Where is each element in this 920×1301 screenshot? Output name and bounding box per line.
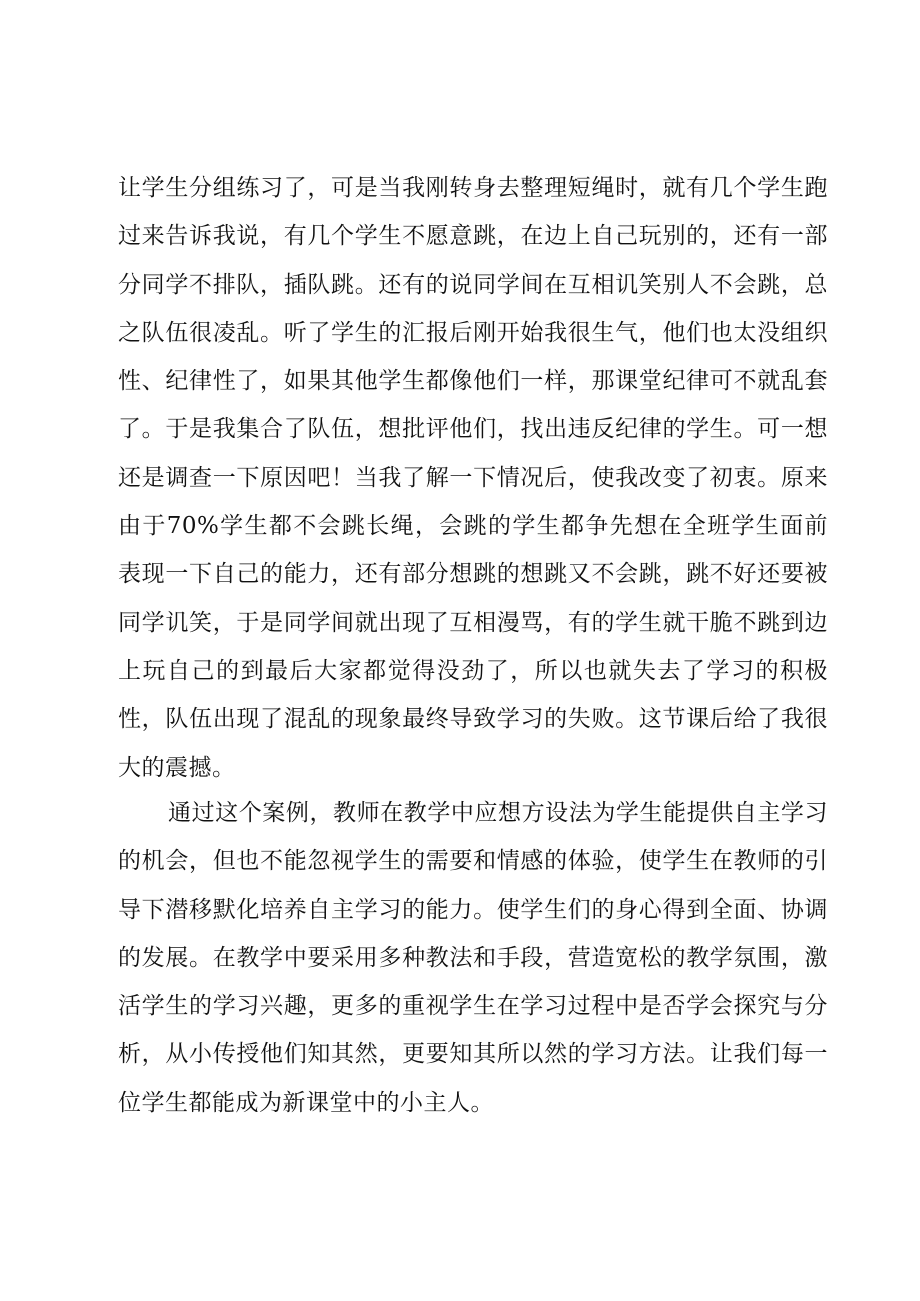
paragraph-2: 通过这个案例，教师在教学中应想方设法为学生能提供自主学习的机会，但也不能忽视学生的需要和情感的体验，使学生在教师的引导下潜移默化培养自主学习的能力。使学生们的身心得到全面、协调的发展。在教学中要采用多种教法和手段，营造宽松的教学氛围，激活学生的学习兴趣，更多的重视学生在学习过程中是否学会探究与分析，从小传授他们知其然，更要知其所以然的学习方法。让我们每一位学生都能成为新课堂中的小主人。 [118, 800, 828, 1116]
paragraph-1: 让学生分组练习了，可是当我刚转身去整理短绳时，就有几个学生跑过来告诉我说，有几个学生不愿意跳，在边上自己玩别的，还有一部分同学不排队，插队跳。还有的说同学间在互相讥笑别人不会跳，总之队伍很凌乱。听了学生的汇报后刚开始我很生气，他们也太没组织性、纪律性了，如果其他学生都像他们一样，那课堂纪律可不就乱套了。于是我集合了队伍，想批评他们，找出违反纪律的学生。可一想还是调查一下原因吧！当我了解一下情况后，使我改变了初衷。原来由于70%学生都不会跳长绳，会跳的学生都争先想在全班学生面前表现一下自己的能力，还有部分想跳的想跳又不会跳，跳不好还要被同学讥笑，于是同学间就出现了互相漫骂，有的学生就干脆不跳到边上玩自己的到最后大家都觉得没劲了，所以也就失去了学习的积极性，队伍出现了混乱的现象最终导致学习的失败。这节课后给了我很大的震撼。 [118, 175, 828, 781]
